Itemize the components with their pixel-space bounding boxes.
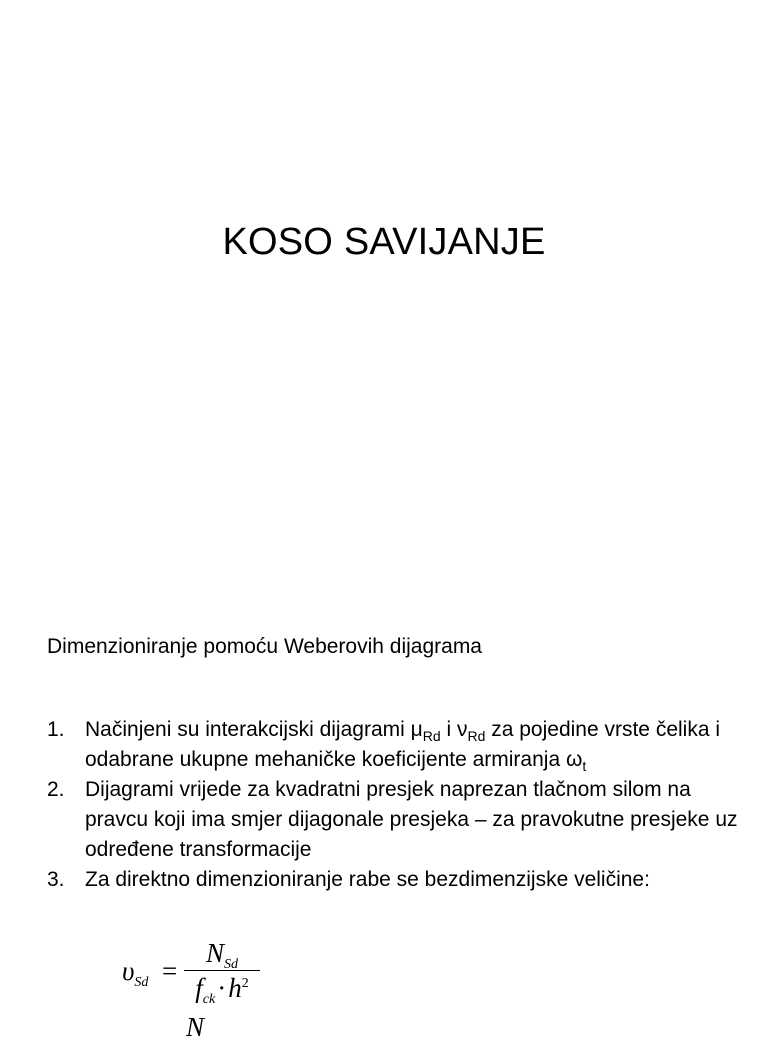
formula-numerator: $N_{Sd}$ <box>205 938 238 972</box>
formula-lhs: $\upsilon_{Sd}$ <box>122 956 149 990</box>
list-item-number: 2. <box>47 778 65 801</box>
formula-fraction <box>184 938 260 1007</box>
subscript: t <box>582 758 587 774</box>
next-formula-partial: N <box>186 1012 205 1042</box>
list-item <box>47 865 747 895</box>
numbered-list <box>47 715 747 895</box>
list-item-text: Dijagrami vrijede za kvadratni presjek naprezan tlačnom silom na pravcu koji ima smjer dijagonale presjeka – za pravokutne presjeke uz određene transformacije <box>85 778 738 861</box>
list-item <box>47 775 747 865</box>
list-item-number: 1. <box>47 718 65 741</box>
slide-title: KOSO SAVIJANJE <box>222 221 546 263</box>
formula-denominator: $f_{ck}\cdot h^2$ <box>195 973 249 1007</box>
list-item-text: Za direktno dimenzioniranje rabe se bezdimenzijske veličine: <box>85 868 650 891</box>
slide-subtitle: Dimenzioniranje pomoću Weberovih dijagrama <box>47 635 482 658</box>
list-item-number: 3. <box>47 868 65 891</box>
formula-equals: = <box>162 956 178 986</box>
list-item-text: Načinjeni su interakcijski dijagrami $\mu_{Rd}$ i $\nu_{Rd}$ za pojedine vrste čelika i odabrane ukupne mehaničke koeficijente armiranja $\omega_t$ <box>85 718 721 774</box>
subscript: Rd <box>467 728 486 744</box>
subscript: Rd <box>422 728 441 744</box>
list-item <box>47 715 747 775</box>
fraction-bar <box>184 970 260 971</box>
